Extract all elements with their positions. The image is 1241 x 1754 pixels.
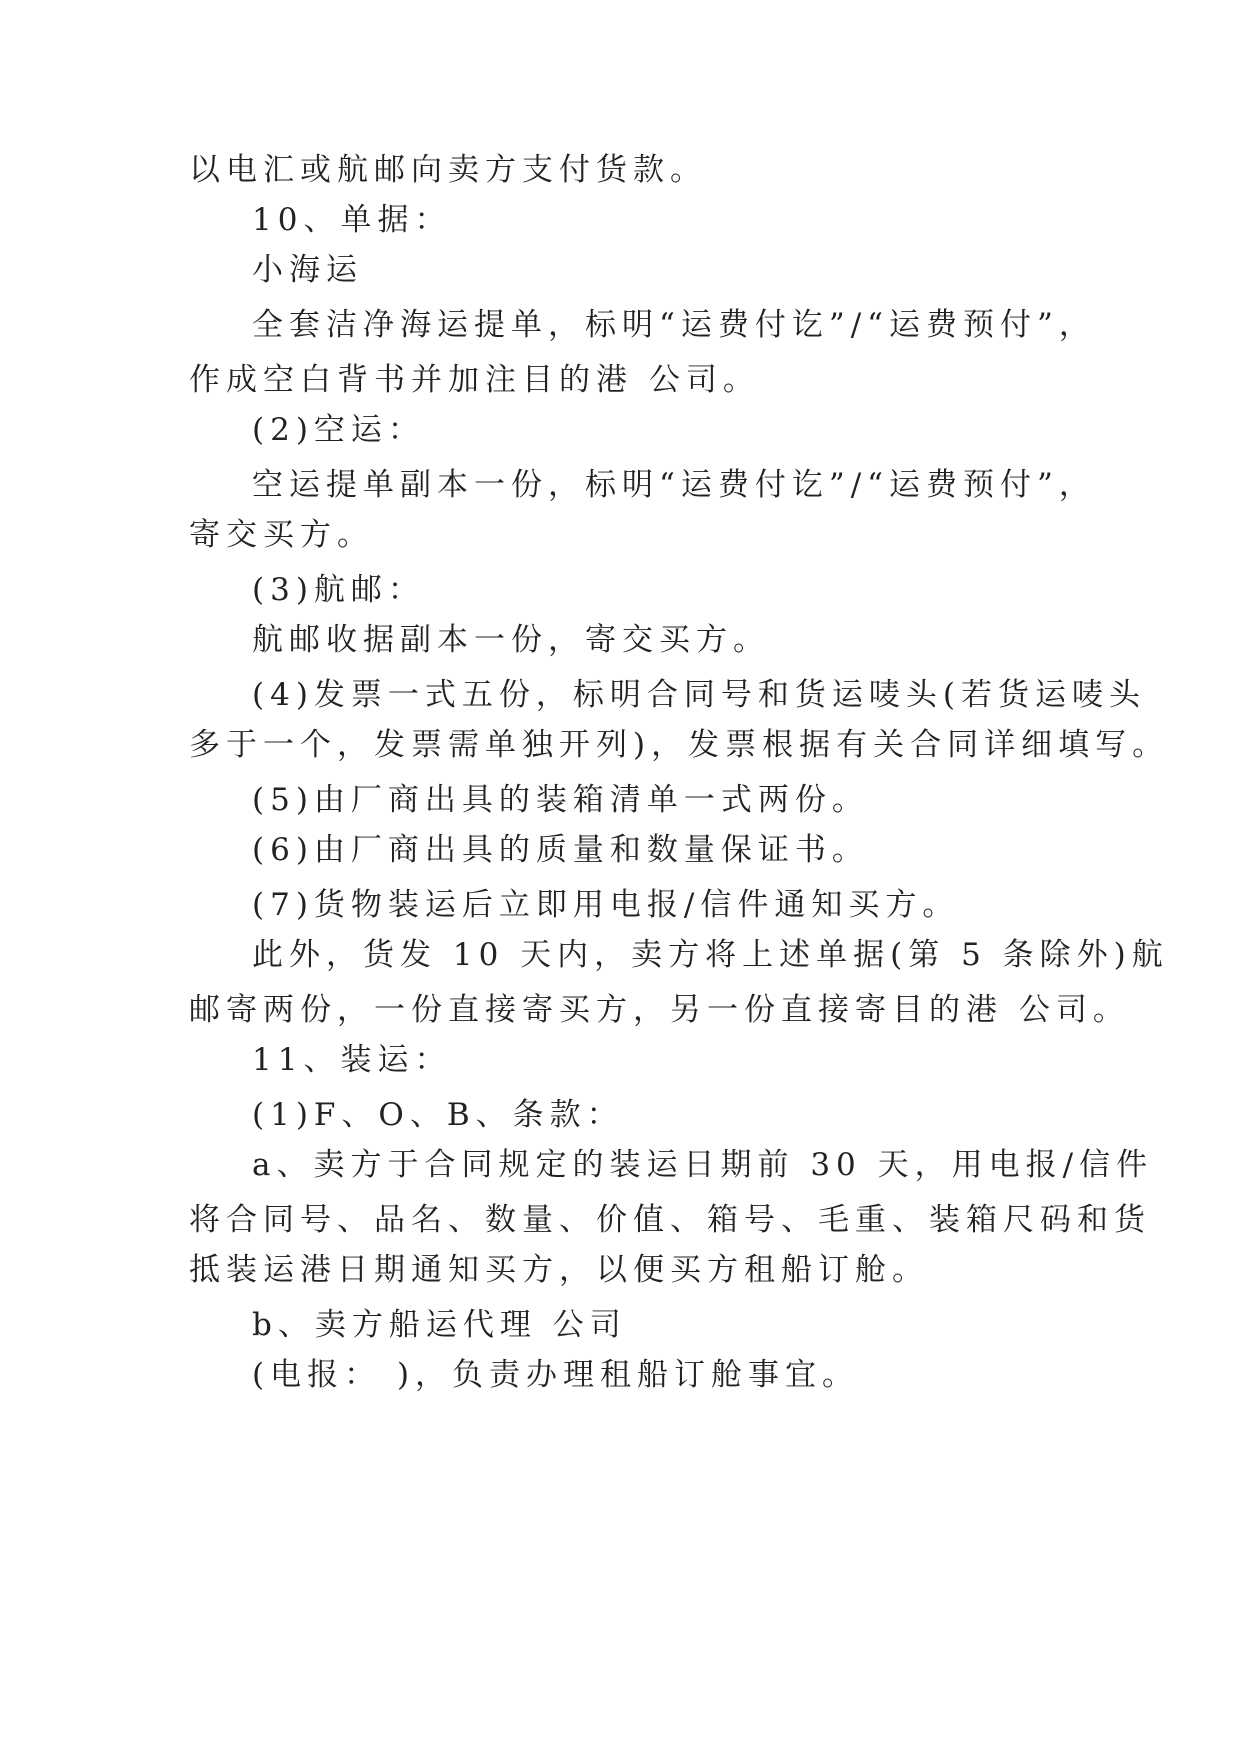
text-line-22: 抵装运港日期通知买方，以便买方租船订舱。 (189, 1252, 929, 1288)
text-line-24: (电报： )，负责办理租船订舱事宜。 (252, 1357, 860, 1393)
text-line-17: 邮寄两份，一份直接寄买方，另一份直接寄目的港 公司。 (189, 992, 1130, 1028)
text-line-23: b、卖方船运代理 公司 (252, 1307, 627, 1343)
text-line-20: a、卖方于合同规定的装运日期前 30 天，用电报/信件 (252, 1147, 1154, 1183)
text-line-16: 此外，货发 10 天内，卖方将上述单据(第 5 条除外)航 (252, 937, 1169, 973)
text-line-9: (3)航邮： (252, 572, 425, 608)
text-line-12: 多于一个，发票需单独开列)，发票根据有关合同详细填写。 (189, 727, 1170, 763)
text-line-10: 航邮收据副本一份，寄交买方。 (252, 622, 770, 658)
text-line-3: 小海运 (252, 252, 363, 288)
text-line-6: (2)空运： (252, 412, 425, 448)
text-line-5: 作成空白背书并加注目的港 公司。 (189, 362, 760, 398)
text-line-4: 全套洁净海运提单，标明“运费付讫”/“运费预付”， (252, 307, 1096, 343)
text-line-7: 空运提单副本一份，标明“运费付讫”/“运费预付”， (252, 467, 1096, 503)
text-line-15: (7)货物装运后立即用电报/信件通知买方。 (252, 887, 960, 923)
text-line-14: (6)由厂商出具的质量和数量保证书。 (252, 832, 869, 868)
text-line-11: (4)发票一式五份，标明合同号和货运唛头(若货运唛头 (252, 677, 1147, 713)
section-heading-shipment: 11、装运： (252, 1042, 452, 1078)
text-line-1: 以电汇或航邮向卖方支付货款。 (189, 152, 707, 188)
text-line-19: (1)F、O、B、条款： (252, 1097, 624, 1133)
section-heading-documents: 10、单据： (252, 202, 452, 238)
text-line-21: 将合同号、品名、数量、价值、箱号、毛重、装箱尺码和货 (189, 1202, 1151, 1238)
text-line-8: 寄交买方。 (189, 517, 374, 553)
text-line-13: (5)由厂商出具的装箱清单一式两份。 (252, 782, 869, 818)
